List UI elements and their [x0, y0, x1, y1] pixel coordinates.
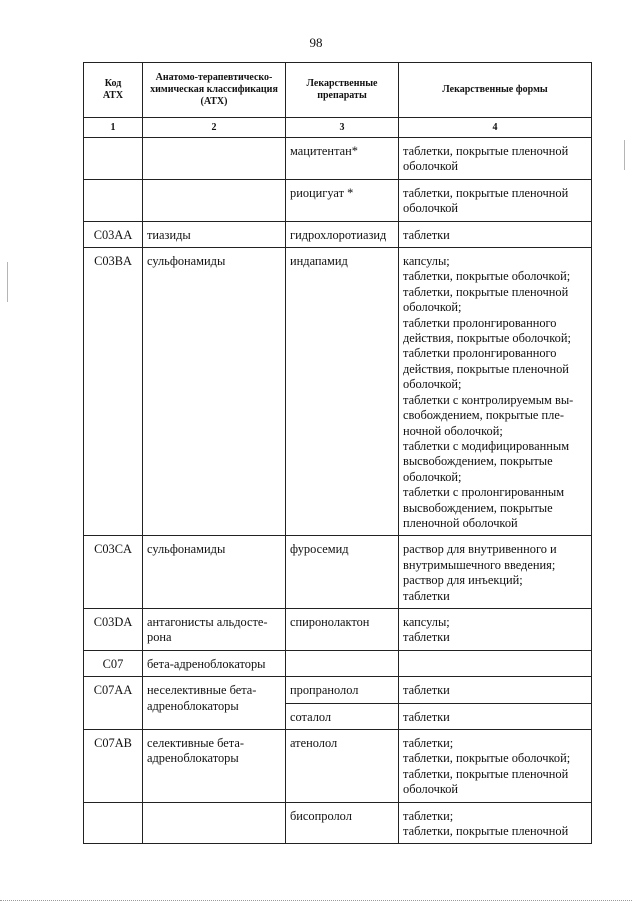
table-row — [84, 248, 592, 536]
scan-bottom-edge — [0, 900, 632, 901]
page-number: 98 — [309, 35, 323, 50]
classification-cell — [143, 179, 286, 221]
atx-code-cell: C07AA — [84, 677, 143, 730]
header-atx-classification: Анатомо-терапевтическо- химическая классификация (АТХ) — [143, 63, 286, 118]
classification-cell — [143, 138, 286, 180]
atx-code-cell: C03CA — [84, 536, 143, 609]
dosage-forms-cell: таблетки — [399, 703, 592, 729]
dosage-forms-cell: таблетки — [399, 221, 592, 247]
dosage-forms-cell: таблетки; таблетки, покрытые пленочной — [399, 802, 592, 844]
classification-cell: бета-адреноблокаторы — [143, 650, 286, 676]
classification-cell: тиазиды — [143, 221, 286, 247]
table-row — [84, 221, 592, 247]
atx-code-cell: C07 — [84, 650, 143, 676]
dosage-forms-cell — [399, 650, 592, 676]
drug-cell — [286, 650, 399, 676]
dosage-forms-cell: таблетки, покрытые пленочной оболочкой — [399, 138, 592, 180]
column-number: 2 — [143, 118, 286, 138]
drug-cell: риоцигуат * — [286, 179, 399, 221]
header-drugs: Лекарственные препараты — [286, 63, 399, 118]
header-atx-code: Код АТХ — [84, 63, 143, 118]
atx-code-cell: C07AB — [84, 730, 143, 803]
drug-cell: пропранолол — [286, 677, 399, 703]
table-row — [84, 677, 592, 703]
drug-cell: спиронолактон — [286, 608, 399, 650]
column-number: 1 — [84, 118, 143, 138]
table-row — [84, 608, 592, 650]
atx-drug-table — [83, 62, 592, 844]
scan-edge-mark — [7, 262, 8, 302]
column-number: 4 — [399, 118, 592, 138]
drug-cell: бисопролол — [286, 802, 399, 844]
table-header-row — [84, 63, 592, 118]
dosage-forms-cell: таблетки; таблетки, покрытые оболочкой; таблетки, покрытые пленочной оболочкой — [399, 730, 592, 803]
column-number-row — [84, 118, 592, 138]
atx-code-cell: C03DA — [84, 608, 143, 650]
drug-cell: индапамид — [286, 248, 399, 536]
classification-cell: сульфонамиды — [143, 536, 286, 609]
drug-cell: соталол — [286, 703, 399, 729]
atx-code-cell: C03BA — [84, 248, 143, 536]
classification-cell: антагонисты альдосте- рона — [143, 608, 286, 650]
classification-cell: селективные бета- адреноблокаторы — [143, 730, 286, 803]
drug-cell: гидрохлоротиазид — [286, 221, 399, 247]
header-dosage-forms: Лекарственные формы — [399, 63, 592, 118]
classification-cell: сульфонамиды — [143, 248, 286, 536]
atx-code-cell — [84, 138, 143, 180]
table-row — [84, 536, 592, 609]
dosage-forms-cell: таблетки — [399, 677, 592, 703]
table-row — [84, 802, 592, 844]
dosage-forms-cell: таблетки, покрытые пленочной оболочкой — [399, 179, 592, 221]
drug-cell: атенолол — [286, 730, 399, 803]
scan-edge-mark — [624, 140, 625, 170]
table-row — [84, 179, 592, 221]
classification-cell — [143, 802, 286, 844]
atx-code-cell: C03AA — [84, 221, 143, 247]
column-number: 3 — [286, 118, 399, 138]
atx-code-cell — [84, 179, 143, 221]
drug-cell: фуросемид — [286, 536, 399, 609]
dosage-forms-cell: капсулы; таблетки — [399, 608, 592, 650]
table-row — [84, 730, 592, 803]
dosage-forms-cell: раствор для внутривенного и внутримышечного введения; раствор для инъекций; таблетки — [399, 536, 592, 609]
drug-cell: мацитентан* — [286, 138, 399, 180]
table-row — [84, 650, 592, 676]
atx-code-cell — [84, 802, 143, 844]
table-row — [84, 138, 592, 180]
dosage-forms-cell: капсулы; таблетки, покрытые оболочкой; таблетки, покрытые пленочной оболочкой; таблетки пролонгированного действия, покрытые оболочкой; таблетки пролонгированного действия, покрытые пленочной оболочкой; таблетки с контролируемым вы- свобождением, покрытые пле- ночной оболочкой; таблетки с модифицированным высвобождением, покрытые оболочкой; таблетки с пролонгированным высвобождением, покрытые пленочной оболочкой — [399, 248, 592, 536]
classification-cell: неселективные бета- адреноблокаторы — [143, 677, 286, 730]
